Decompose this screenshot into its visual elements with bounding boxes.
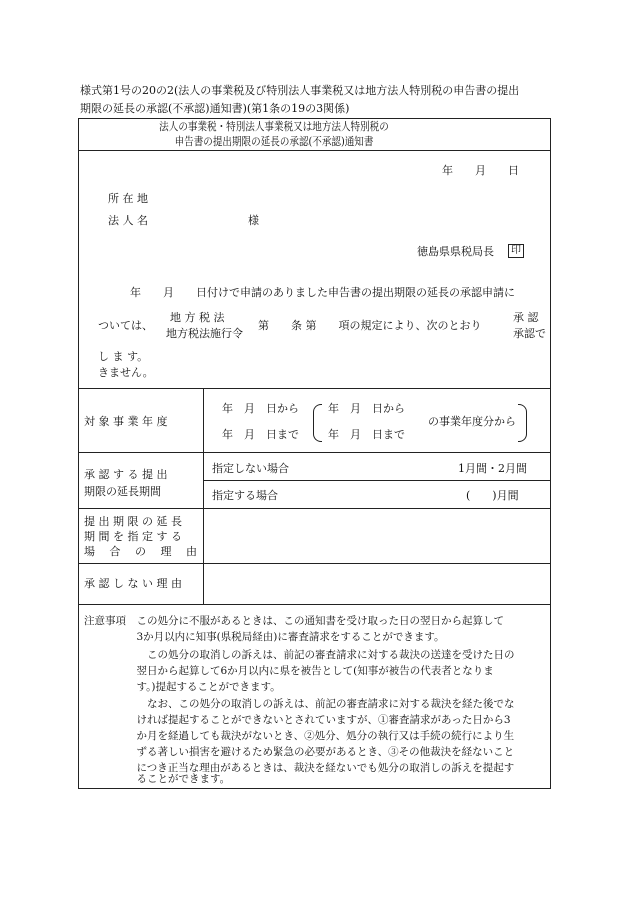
law-name-2: 地方税法施行令 (166, 327, 243, 340)
extension-period-label-2: 期限の延長期間 (84, 485, 161, 498)
box-bottom-border (78, 788, 551, 789)
note-line: 注意事項 この処分に不服があるときは、この通知書を受け取った日の翌日から起算して (84, 615, 504, 627)
period-to-2: 年 月 日まで (328, 428, 405, 441)
result-approve-alt: 承認で (513, 327, 546, 340)
no-designation-option: 指定しない場合 (212, 462, 289, 475)
note-line: 翌日から起算して6か月以内に県を被告として(知事が被告の代表者となりま (84, 665, 494, 677)
result-approve: 承 認 (513, 311, 539, 324)
corp-name-label: 法 人 名 (108, 214, 148, 227)
note-line: す。)提起することができます。 (84, 681, 281, 693)
box-top-border (78, 118, 551, 119)
reason-label-2: 期 間 を 指 定 す る (84, 530, 182, 543)
table-bottom-border (78, 604, 551, 605)
period-from-2: 年 月 日から (328, 402, 405, 415)
article-clause: 第 条 第 項の規定により、次のとおり (258, 319, 482, 332)
period-from: 年 月 日から (222, 402, 299, 415)
note-line: ずる著しい損害を避けるため緊急の必要があるとき、③その他裁決を経ないこと (84, 746, 515, 758)
row3-divider (78, 563, 551, 564)
extension-period-label-1: 承 認 す る 提 出 (84, 468, 168, 481)
tsuite-text: ついては、 (98, 319, 153, 332)
honorific: 様 (248, 214, 259, 227)
fiscal-year-suffix: の事業年度分から (428, 415, 516, 428)
issuer-title: 徳島県県税局長 (417, 245, 494, 258)
right-brace (518, 404, 527, 442)
note-line: なお、この処分の取消しの訴えは、前記の審査請求に対する裁決を経た後でな (84, 698, 515, 710)
issue-date: 年 月 日 (442, 164, 519, 177)
row1-divider (78, 452, 551, 453)
note-line: ることができます。 (84, 773, 231, 785)
note-line: ければ提起することができないとされていますが、①審査請求があった日から3 (84, 714, 511, 726)
box-left-border (78, 118, 79, 789)
designation-value: ( )月間 (466, 489, 519, 502)
disapproval-reason-label: 承 認 し な い 理 由 (84, 577, 182, 590)
target-fiscal-year-label: 対 象 事 業 年 度 (84, 415, 168, 428)
form-number-line2: 期限の延長の承認(不承認)通知書)(第1条の19の3関係) (80, 102, 350, 115)
row2-inner-divider (203, 480, 551, 481)
table-top-border (78, 388, 551, 389)
box-right-border (550, 118, 551, 789)
period-to: 年 月 日まで (222, 428, 299, 441)
title-divider (78, 150, 551, 151)
ending-kimasen: きません。 (98, 366, 154, 379)
note-line: か月を経過しても裁決がないとき、②処分、処分の執行又は手続の続行により生 (84, 730, 515, 742)
note-line: につき正当な理由があるときは、裁決を経ないでも処分の取消しの訴えを提起す (84, 762, 515, 774)
reason-label-1: 提 出 期 限 の 延 長 (84, 515, 182, 528)
ending-shimasu: し ま す。 (98, 350, 149, 363)
seal-mark: 印 (508, 244, 524, 258)
form-title-line1: 法人の事業税・特別法人事業税又は地方法人特別税の (159, 120, 389, 133)
address-label: 所 在 地 (108, 192, 148, 205)
note-line: 3か月以内に知事(県税局経由)に審査請求をすることができます。 (84, 631, 445, 643)
application-sentence: 年 月 日付けで申請のありました申告書の提出期限の延長の承認申請に (130, 286, 515, 299)
row2-divider (78, 508, 551, 509)
designation-option: 指定する場合 (212, 489, 278, 502)
left-brace (313, 404, 322, 442)
no-designation-value: 1月間・2月間 (458, 462, 527, 475)
table-label-column-divider (203, 388, 204, 604)
law-name-1: 地 方 税 法 (170, 311, 225, 324)
note-line: この処分の取消しの訴えは、前記の審査請求に対する裁決の送達を受けた日の (84, 649, 515, 661)
reason-label-3: 場 合 の 理 由 (84, 545, 197, 558)
form-number-line1: 様式第1号の20の2(法人の事業税及び特別法人事業税又は地方法人特別税の申告書の提出 (80, 84, 520, 97)
form-title-line2: 申告書の提出期限の延長の承認(不承認)通知書 (174, 135, 374, 148)
